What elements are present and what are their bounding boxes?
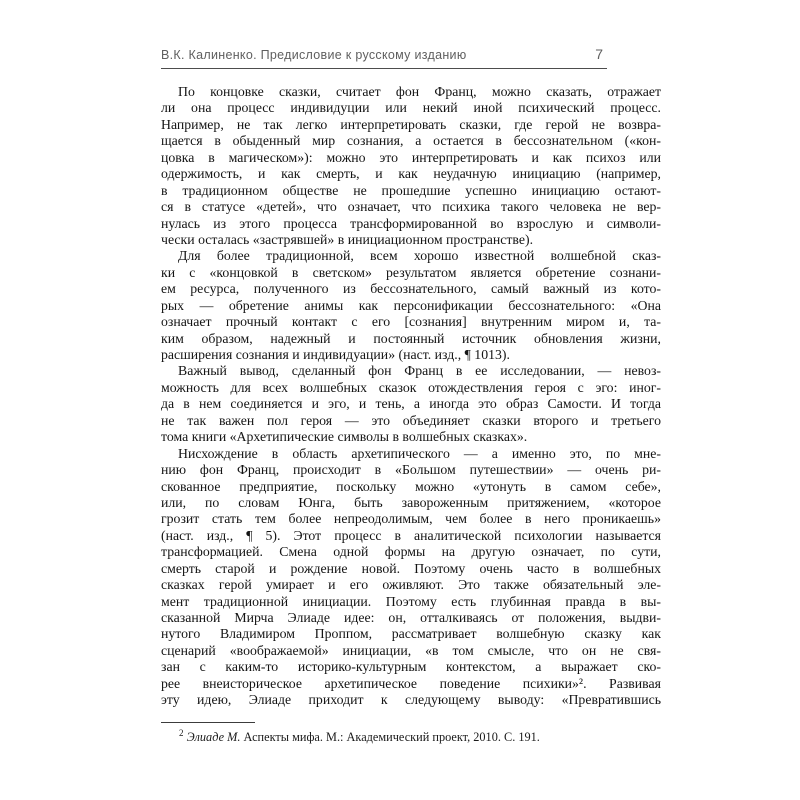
text-line: эту идею, Элиаде приходит к следующему выводу: «Превратившись (161, 692, 661, 708)
text-line: ким образом, надежный и постоянный источник обновления жизни, (161, 330, 661, 346)
text-line: сценарий «воображаемой» инициации, «в том смысле, что он не свя- (161, 642, 661, 658)
body-text (161, 84, 661, 709)
paragraph (161, 446, 661, 709)
text-line: или, по словам Юнга, быть завороженным притяжением, «которое (161, 494, 661, 510)
text-line: означает прочный контакт с его [сознания] внутренним миром и, та- (161, 314, 661, 330)
paragraph (161, 363, 661, 445)
text-line: ем ресурса, полученного из бессознательного, самый важный из кото- (161, 281, 661, 297)
text-line: Например, не так легко интерпретировать сказки, где герой не возвра- (161, 116, 661, 132)
page-number: 7 (595, 46, 603, 62)
text-line: трансформацией. Смена одной формы на другую означает, по сути, (161, 544, 661, 560)
text-line: рых — обретение анимы как персонификации бессознательного: «Она (161, 297, 661, 313)
text-line: расширения сознания и индивидуации» (наст. изд., ¶ 1013). (161, 347, 510, 362)
text-line: смерть старой и рождение новой. Поэтому очень часто в волшебных (161, 560, 661, 576)
text-line: Нисхождение в область архетипического — а именно это, по мне- (178, 445, 661, 461)
text-line: да в нем соединяется и эго, и тень, а иногда это образ Самости. И тогда (161, 396, 661, 412)
text-line: тома книги «Архетипические символы в волшебных сказках». (161, 429, 528, 445)
text-line: цовка в магическом»): можно это интерпретировать и как психоз или (161, 149, 661, 165)
text-line: чески осталась «застрявшей» в инициационном пространстве). (161, 231, 534, 247)
paragraph (161, 84, 661, 248)
text-line: ся в статусе «детей», что означает, что психика такого человека не вер- (161, 199, 661, 215)
text-line: (наст. изд., ¶ 5). Этот процесс в аналитической психологии называется (161, 527, 661, 543)
text-line: нулась из этого процесса трансформированной во взрослую и символи- (161, 215, 661, 231)
text-line: сказках герой умирает и его оживляют. Это также обязательный эле- (161, 577, 661, 593)
text-line: грозит стать тем более непреодолимым, чем более в него проникаешь» (161, 511, 661, 527)
text-line: ли она процесс индивидуции или некий иной психический процесс. (161, 100, 661, 116)
text-line: нутого Владимиром Проппом, рассматривает волшебную сказку как (161, 626, 661, 642)
text-line: сказанной Мирча Элиаде идее: он, отталкиваясь от положения, выдви- (161, 610, 661, 625)
text-line: Важный вывод, сделанный фон Франц в ее исследовании, — невоз- (178, 363, 661, 379)
text-line: нию фон Франц, происходит в «Большом путешествии» — очень ри- (161, 462, 661, 478)
text-line: Для более традиционной, всем хорошо известной волшебной сказ- (178, 248, 661, 264)
book-page (161, 46, 661, 745)
text-line: зан с каким-то историко-культурным контекстом, а выражает ско- (161, 659, 661, 675)
text-line: щается в обыденный мир сознания, а остается в бессознательном («кон- (161, 133, 661, 149)
footnote-author: Элиаде М. (186, 729, 241, 744)
text-line: одержимость, и как смерть, и как неудачную инициацию (например, (161, 166, 661, 182)
paragraph (161, 248, 661, 363)
footnote-body: Аспекты мифа. М.: Академический проект, 2010. С. 191. (240, 729, 540, 744)
text-line: не так важен пол героя — это объединяет сказки второго и третьего (161, 412, 661, 428)
text-line: ки с «концовкой в светском» результатом является обретение сознани- (161, 264, 661, 280)
text-line: По концовке сказки, считает фон Франц, можно сказать, отражает (178, 84, 661, 99)
text-line: рее внеисторическое архетипическое поведение психики»². Развивая (161, 675, 661, 691)
footnote-text (161, 727, 661, 745)
text-line: мент традиционной инициации. Поэтому есть глубинная правда в вы- (161, 593, 661, 609)
text-line: скованное предприятие, поскольку можно «утонуть в самом себе», (161, 478, 661, 494)
text-line: можность для всех волшебных сказок отождествления героя с эго: иног- (161, 379, 661, 395)
running-title: В.К. Калиненко. Предисловие к русскому изданию (161, 48, 467, 62)
footnote-marker: 2 (179, 727, 184, 738)
footnote-separator (161, 722, 255, 723)
running-header (161, 46, 607, 69)
footnote (161, 722, 661, 745)
text-line: в традиционном обществе не прошедшие успешно инициацию остают- (161, 182, 661, 198)
